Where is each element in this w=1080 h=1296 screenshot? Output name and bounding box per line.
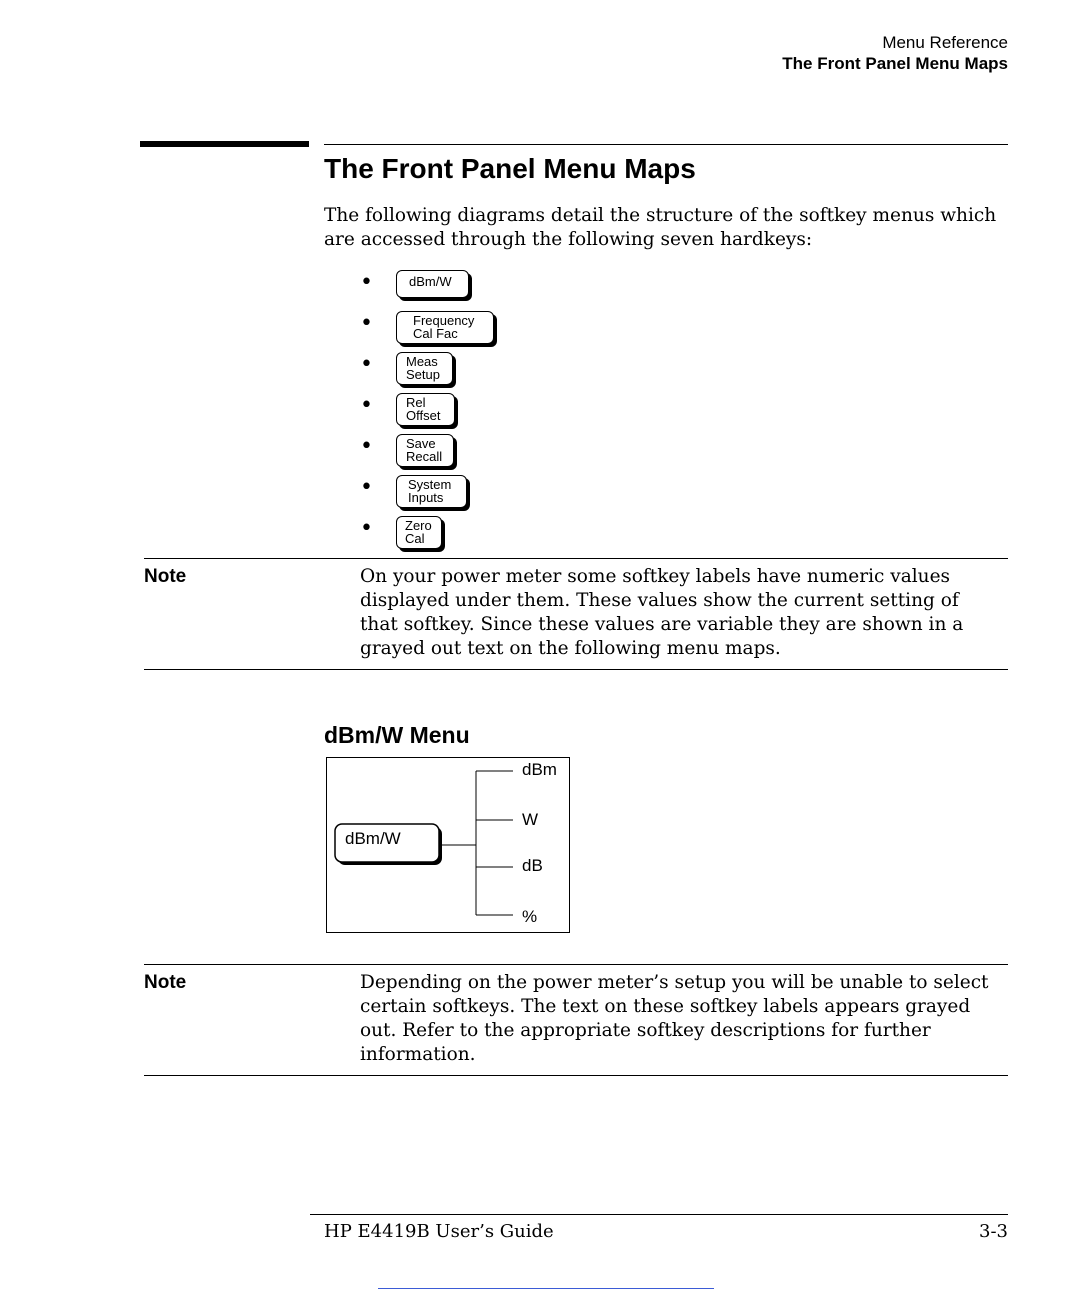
note-label: Note	[144, 566, 187, 587]
bullet-icon: •	[360, 516, 373, 541]
hardkey-meas-setup	[396, 352, 453, 385]
bullet-icon: •	[360, 311, 373, 336]
softkey-percent: %	[522, 907, 538, 926]
hardkey-label: dBm/W	[409, 274, 452, 289]
running-head	[782, 32, 1008, 74]
bullet-icon: •	[360, 270, 373, 295]
bottom-link-underline	[378, 1288, 714, 1289]
dbm-menu-title: dBm/W Menu	[324, 722, 470, 748]
intro-paragraph: The following diagrams detail the structure of the softkey menus which are accessed through the following seven hardkeys:	[324, 205, 997, 250]
note-text: Depending on the power meter’s setup you will be unable to select certain softkeys. The text on these softkey labels appears grayed out. Refer to the appropriate softkey descriptions for further information.	[360, 972, 989, 1065]
softkey-dbm: dBm	[522, 760, 557, 779]
footer-rule	[310, 1214, 1008, 1215]
hardkey-label-line1: Meas	[406, 354, 438, 369]
section-thick-rule	[140, 141, 309, 147]
hardkey-save-recall	[396, 434, 454, 467]
bullet-icon: •	[360, 475, 373, 500]
softkey-w: W	[522, 810, 539, 829]
hardkey-label-line1: Zero	[405, 518, 432, 533]
hardkey-dbm-w	[396, 270, 469, 298]
hardkey-frequency-cal-fac	[396, 311, 494, 344]
menu-map-svg	[326, 757, 570, 933]
bullet-icon: •	[360, 393, 373, 418]
hardkey-label-line2: Recall	[406, 449, 443, 464]
footer-page-number: 3-3	[979, 1221, 1008, 1242]
section-thin-rule	[324, 144, 1008, 145]
note-box-softkey-values	[144, 558, 1008, 670]
footer-guide-title: HP E4419B User’s Guide	[324, 1221, 554, 1242]
hardkey-rel-offset	[396, 393, 455, 426]
note-box-grayed-softkeys	[144, 964, 1008, 1076]
diagram-hardkey-label: dBm/W	[345, 829, 401, 848]
hardkey-label-line2: Inputs	[408, 490, 444, 505]
bullet-icon: •	[360, 352, 373, 377]
dbm-menu-diagram	[326, 757, 570, 933]
note-label: Note	[144, 972, 187, 993]
bullet-icon: •	[360, 434, 373, 459]
hardkey-label-line2: Setup	[406, 367, 440, 382]
hardkey-label-line1: Save	[406, 436, 436, 451]
hardkey-label-line1: System	[408, 477, 452, 492]
hardkey-label-line1: Rel	[406, 395, 426, 410]
running-head-title: The Front Panel Menu Maps	[782, 54, 1008, 73]
hardkey-label-line2: Offset	[406, 408, 441, 423]
hardkey-label-line2: Cal Fac	[413, 326, 458, 341]
hardkey-zero-cal	[396, 516, 442, 549]
hardkey-system-inputs	[396, 475, 467, 508]
running-head-section: Menu Reference	[882, 33, 1008, 52]
page-title: The Front Panel Menu Maps	[324, 153, 696, 184]
hardkey-label-line2: Cal	[405, 531, 425, 546]
hardkey-label-line1: Frequency	[413, 313, 475, 328]
note-text: On your power meter some softkey labels have numeric values displayed under them. These values show the current setting of that softkey. Since these values are variable they are shown in a grayed out text on the following menu maps.	[360, 566, 964, 659]
softkey-db: dB	[522, 856, 543, 875]
